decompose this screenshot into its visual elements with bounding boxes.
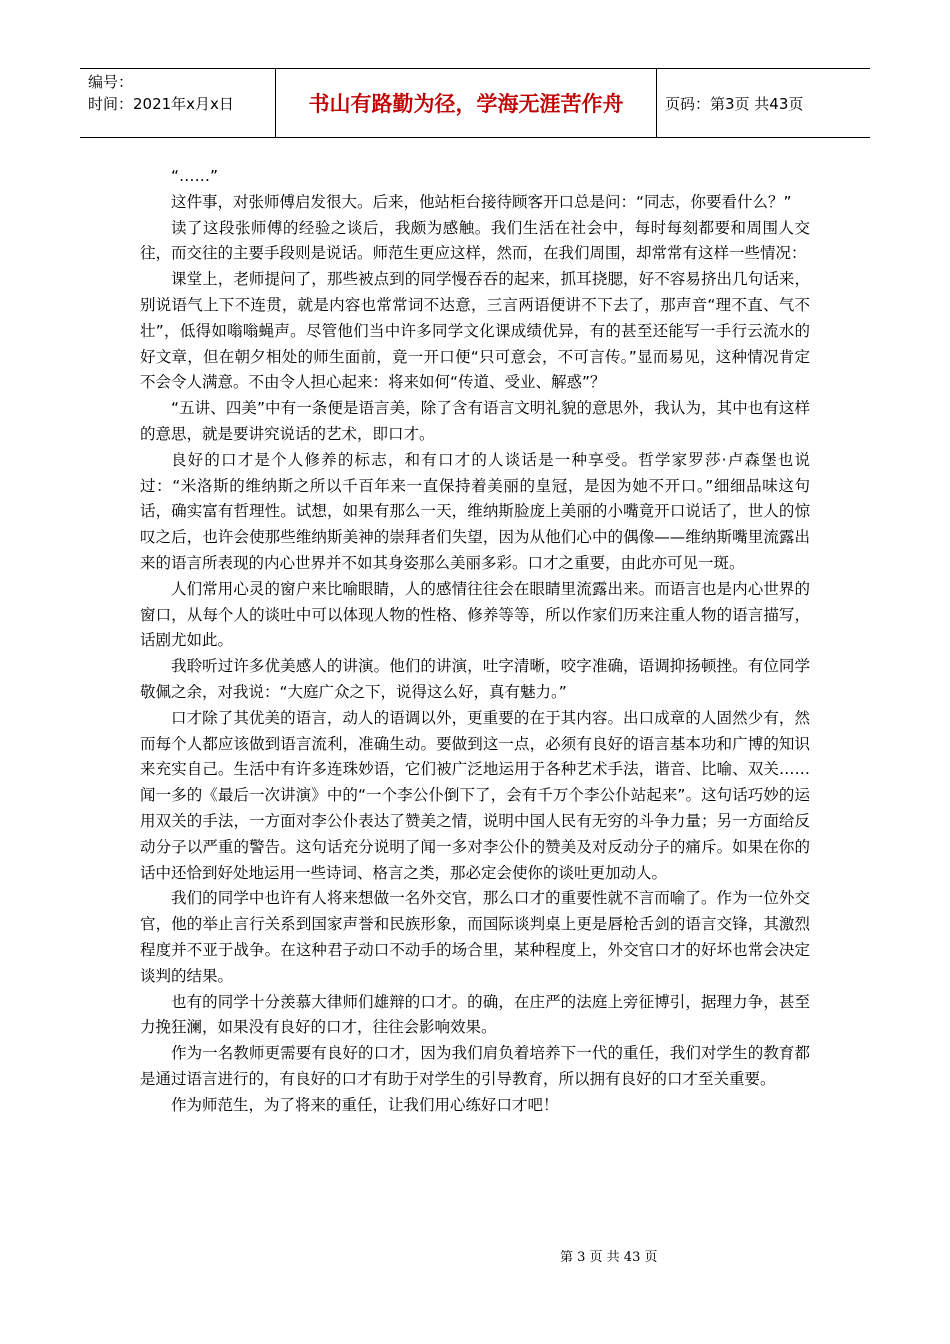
paragraph: 也有的同学十分羡慕大律师们雄辩的口才。的确，在庄严的法庭上旁征博引，据理力争，甚至力挽狂澜，如果没有良好的口才，往往会影响效果。 — [140, 992, 810, 1037]
page-header — [80, 68, 870, 138]
paragraph: 这件事，对张师傅启发很大。后来，他站柜台接待顾客开口总是问：“同志，你要看什么？” — [171, 192, 792, 211]
paragraph: 良好的口才是个人修养的标志，和有口才的人谈话是一种享受。哲学家罗莎·卢森堡也说过：“米洛斯的维纳斯之所以千百年来一直保持着美丽的皇冠，是因为她不开口。”细细品味这句话，确实富有哲理性。试想，如果有那么一天，维纳斯脸庞上美丽的小嘴竟开口说话了，世人的惊叹之后，也许会使那些维纳斯美神的崇拜者们失望，因为从他们心中的偶像——维纳斯嘴里流露出来的语言所表现的内心世界并不如其身姿那么美丽多彩。口才之重要，由此亦可见一斑。 — [140, 450, 810, 572]
paragraph: 口才除了其优美的语言，动人的语调以外，更重要的在于其内容。出口成章的人固然少有，然而每个人都应该做到语言流利，准确生动。要做到这一点，必须有良好的语言基本功和广博的知识来充实自己。生活中有许多连珠妙语，它们被广泛地运用于各种艺术手法，谐音、比喻、双关……闻一多的《最后一次讲演》中的“一个李公仆倒下了，会有千万个李公仆站起来”。这句话巧妙的运用双关的手法，一方面对李公仆表达了赞美之情，说明中国人民有无穷的斗争力量；另一方面给反动分子以严重的警告。这句话充分说明了闻一多对李公仆的赞美及对反动分子的痛斥。如果在你的话中还恰到好处地运用一些诗词、格言之类，那必定会使你的谈吐更加动人。 — [140, 708, 810, 882]
header-page-label: 页码：第3页 共43页 — [665, 94, 804, 113]
date-label: 时间：2021年x月x日 — [88, 95, 234, 113]
paragraph: 作为师范生，为了将来的重任，让我们用心练好口才吧！ — [171, 1095, 559, 1114]
header-motto: 书山有路勤为径，学海无涯苦作舟 — [276, 69, 657, 137]
paragraph: “……” — [171, 167, 219, 185]
code-label: 编号： — [88, 73, 134, 91]
page-footer: 第 3 页 共 43 页 — [560, 1250, 658, 1265]
paragraph: “五讲、四美”中有一条便是语言美，除了含有语言文明礼貌的意思外，我认为，其中也有这样的意思，就是要讲究说话的艺术，即口才。 — [140, 399, 810, 443]
document-body — [140, 164, 810, 1118]
paragraph: 读了这段张师傅的经验之谈后，我颇为感触。我们生活在社会中，每时每刻都要和周围人交往，而交往的主要手段则是说话。师范生更应这样，然而，在我们周围，却常常有这样一些情况： — [140, 218, 810, 263]
paragraph: 作为一名教师更需要有良好的口才，因为我们肩负着培养下一代的重任，我们对学生的教育都是通过语言进行的，有良好的口才有助于对学生的引导教育，所以拥有良好的口才至关重要。 — [140, 1044, 810, 1088]
paragraph: 课堂上，老师提问了，那些被点到的同学慢吞吞的起来，抓耳挠腮，好不容易挤出几句话来，别说语气上下不连贯，就是内容也常常词不达意，三言两语便讲不下去了，那声音“理不直、气不壮”，低得如嗡嗡蝇声。尽管他们当中许多同学文化课成绩优异，有的甚至还能写一手行云流水的好文章，但在朝夕相处的师生面前，竟一开口便“只可意会，不可言传。”显而易见，这种情况肯定不会令人满意。不由令人担心起来：将来如何“传道、受业、解惑”？ — [140, 270, 810, 392]
paragraph: 我们的同学中也许有人将来想做一名外交官，那么口才的重要性就不言而喻了。作为一位外交官，他的举止言行关系到国家声誉和民族形象，而国际谈判桌上更是唇枪舌剑的语言交锋，其激烈程度并不亚于战争。在这种君子动口不动手的场合里，某种程度上，外交官口才的好坏也常会决定谈判的结果。 — [140, 889, 810, 985]
paragraph: 人们常用心灵的窗户来比喻眼睛，人的感情往往会在眼睛里流露出来。而语言也是内心世界的窗口，从每个人的谈吐中可以体现人物的性格、修养等等，所以作家们历来注重人物的语言描写，话剧尤如此。 — [140, 579, 810, 650]
paragraph: 我聆听过许多优美感人的讲演。他们的讲演，吐字清晰，咬字准确，语调抑扬顿挫。有位同学敬佩之余，对我说：“大庭广众之下，说得这么好，真有魅力。” — [140, 657, 810, 701]
header-left-cell — [80, 69, 276, 137]
